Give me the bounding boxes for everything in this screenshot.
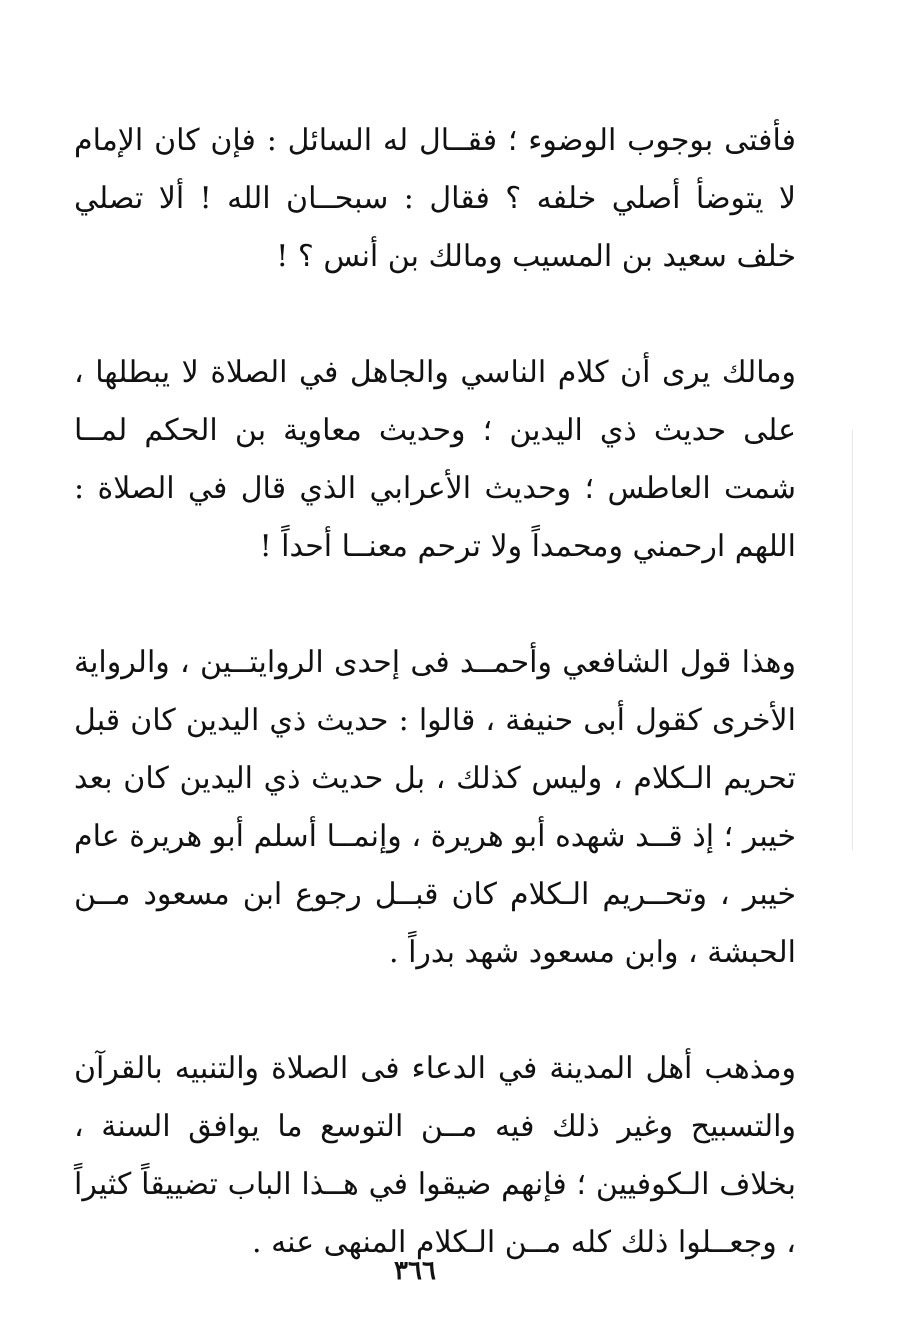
page-number: ٣٦٦ xyxy=(394,1256,436,1286)
paragraph-3: وهذا قول الشافعي وأحمــد فى إحدى الروايتــين ، والرواية الأخرى كقول أبى حنيفة ، قالوا : حديث ذي اليدين كان قبل تحريم الـكلام ، وليس كذلك ، بل حديث ذي اليدين كان بعد خيبر ؛ إذ قــد شهده أبو هريرة ، وإنمــا أسلم أبو هريرة عام خيبر ، وتحــريم الـكلام كان قبــل رجوع ابن مسعود مــن الحبشة ، وابن مسعود شهد بدراً . xyxy=(74,645,796,970)
paragraph-1: فأفتى بوجوب الوضوء ؛ فقــال له السائل : فإن كان الإمام لا يتوضأ أصلي خلفه ؟ فقال : سبحــان الله ! ألا تصلي خلف سعيد بن المسيب ومالك بن أنس ؟ ! xyxy=(74,123,796,274)
paragraph-4: ومذهب أهل المدينة في الدعاء فى الصلاة والتنبيه بالقرآن والتسبيح وغير ذلك فيه مــن التوسع ما يوافق السنة ، بخلاف الـكوفيين ؛ فإنهم ضيقوا في هــذا الباب تضييقاً كثيراً ، وجعــلوا ذلك كله مــن الـكلام المنهى عنه . xyxy=(74,1051,796,1260)
paragraph-2: ومالك يرى أن كلام الناسي والجاهل في الصلاة لا يبطلها ، على حديث ذي اليدين ؛ وحديث معاوية بن الحكم لمــا شمت العاطس ؛ وحديث الأعرابي الذي قال في الصلاة : اللهم ارحمني ومحمداً ولا ترحم معنــا أحداً ! xyxy=(74,355,796,564)
page-edge-shadow xyxy=(852,430,853,850)
body-text xyxy=(74,112,796,1272)
